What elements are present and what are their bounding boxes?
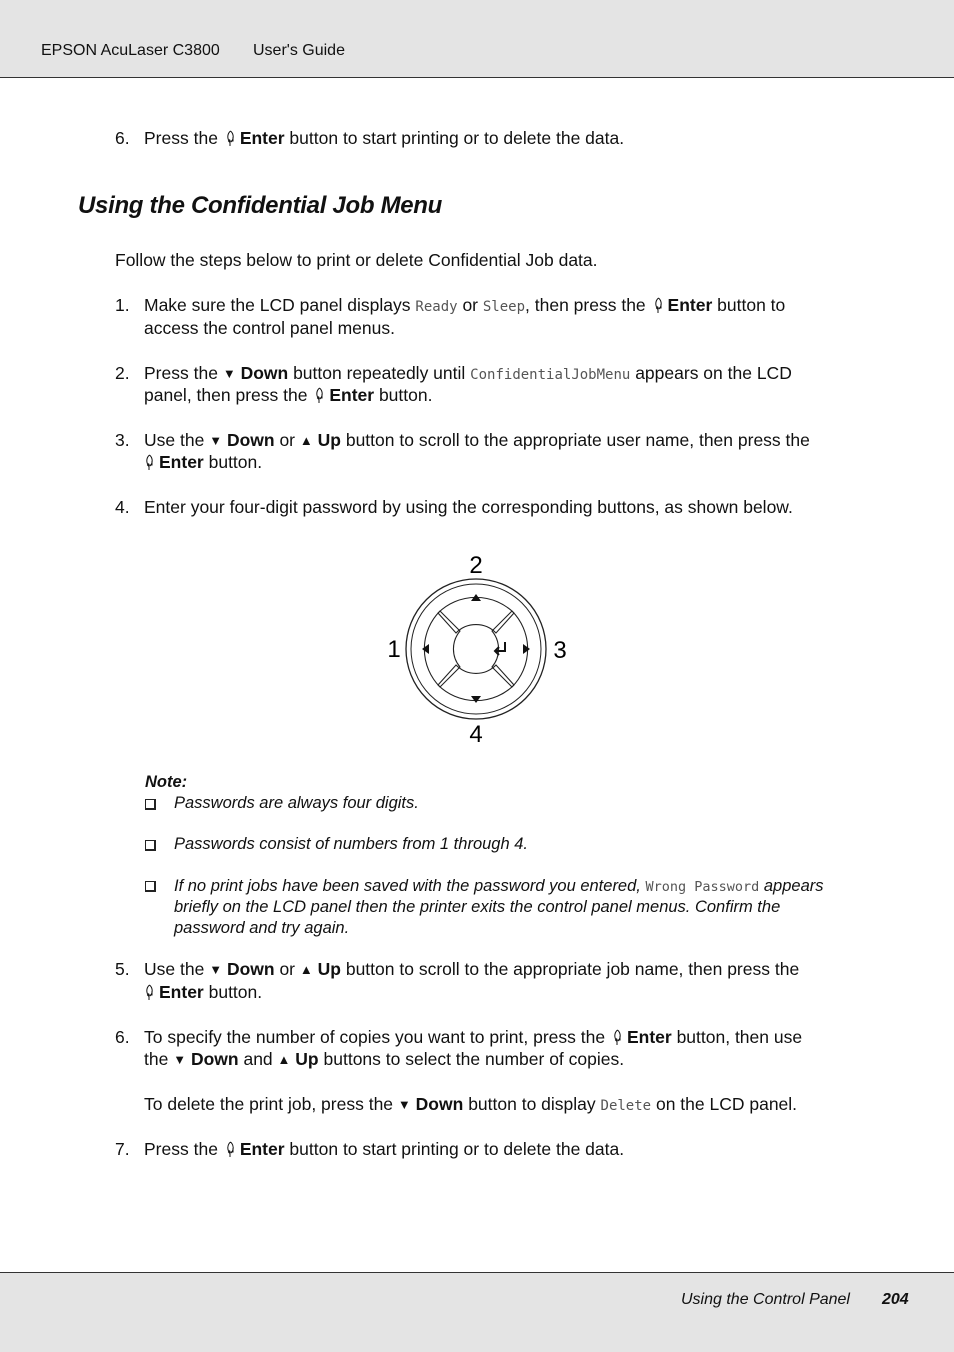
down-arrow-icon: ▼ — [209, 962, 223, 977]
enter-label: Enter — [159, 982, 204, 1002]
step-text: To specify the number of copies you want to print, press the — [144, 1027, 606, 1047]
lcd-text: Sleep — [482, 299, 526, 315]
note-title: Note: — [145, 773, 188, 791]
step-text: button to start printing or to delete the data. — [289, 128, 625, 148]
step-number: 4. — [115, 497, 130, 517]
step-text: button, then use — [676, 1027, 803, 1047]
step-text: buttons to select the number of copies. — [323, 1049, 625, 1069]
guide-title: User's Guide — [253, 42, 345, 59]
lcd-text: ConfidentialJobMenu — [470, 367, 631, 383]
enter-label: Enter — [239, 1139, 285, 1159]
enter-button-icon — [144, 454, 155, 472]
note-text: password and try again. — [174, 919, 350, 937]
step-number: 1. — [115, 295, 130, 315]
enter-button-icon — [225, 130, 236, 148]
step-text: button. — [208, 452, 263, 472]
inner-ring — [411, 584, 541, 714]
up-label: Up — [317, 959, 341, 979]
down-label: Down — [226, 959, 275, 979]
step-text: Make sure the LCD panel displays — [144, 295, 411, 315]
note-item: Passwords are always four digits. — [174, 794, 419, 812]
step-number: 7. — [115, 1139, 130, 1159]
step-text: button to scroll to the appropriate job name, then press the — [345, 959, 800, 979]
step-text: To delete the print job, press the — [144, 1094, 394, 1114]
digit-label: 4 — [469, 721, 483, 748]
step-text: Press the — [144, 128, 218, 148]
up-arrow-icon: ▲ — [299, 962, 313, 977]
enter-button-icon — [144, 984, 155, 1002]
checkbox-bullet-icon — [145, 799, 156, 810]
section-title: Using the Confidential Job Menu — [78, 192, 443, 219]
step-text: button. — [378, 385, 433, 405]
enter-label: Enter — [159, 452, 204, 472]
footer-section: Using the Control Panel — [681, 1291, 850, 1308]
up-arrow-icon: ▲ — [299, 433, 313, 448]
step-text: Press the — [144, 1139, 218, 1159]
down-arrow-icon — [471, 696, 481, 703]
enter-arrow-icon — [495, 642, 505, 655]
step-text: , then press the — [525, 295, 646, 315]
step-text: or — [462, 295, 478, 315]
up-button — [438, 597, 514, 633]
step-text: or — [279, 430, 296, 450]
enter-label: Enter — [667, 295, 713, 315]
enter-button-icon — [225, 1141, 236, 1159]
step-text: the — [144, 1049, 169, 1069]
step-number: 6. — [115, 1027, 130, 1047]
enter-label: Enter — [329, 385, 375, 405]
digit-label: 1 — [387, 636, 401, 663]
down-label: Down — [240, 363, 289, 383]
enter-label: Enter — [239, 128, 285, 148]
step-text: panel, then press the — [144, 385, 308, 405]
checkbox-bullet-icon — [145, 881, 156, 892]
enter-label: Enter — [626, 1027, 672, 1047]
note-text: briefly on the LCD panel then the printer exits the control panel menus. Confirm the — [174, 898, 781, 916]
down-arrow-icon: ▼ — [397, 1097, 411, 1112]
step-text: Use the — [144, 959, 205, 979]
note-item — [174, 876, 824, 898]
up-label: Up — [317, 430, 341, 450]
step-text: Enter your four-digit password by using the corresponding buttons, as shown below. — [144, 497, 793, 517]
step-text: button to scroll to the appropriate user name, then press the — [345, 430, 810, 450]
step-number: 6. — [115, 128, 130, 148]
checkbox-bullet-icon — [145, 840, 156, 851]
step-text: on the LCD panel. — [655, 1094, 798, 1114]
right-arrow-icon — [523, 644, 530, 654]
step-text: button repeatedly until — [293, 363, 466, 383]
step-text: appears on the LCD — [635, 363, 792, 383]
up-arrow-icon: ▲ — [277, 1052, 291, 1067]
enter-button-icon — [314, 387, 325, 405]
step-number: 2. — [115, 363, 130, 383]
up-label: Up — [295, 1049, 319, 1069]
digit-label: 3 — [553, 637, 567, 664]
down-arrow-icon: ▼ — [222, 366, 236, 381]
page-number: 204 — [882, 1291, 909, 1308]
page-footer — [0, 1272, 954, 1352]
step-text: button to start printing or to delete the data. — [289, 1139, 625, 1159]
step-text: Press the — [144, 363, 218, 383]
step-text: access the control panel menus. — [144, 318, 395, 338]
note-text: appears — [763, 877, 824, 895]
down-button — [438, 665, 514, 701]
down-label: Down — [415, 1094, 464, 1114]
step-text: and — [243, 1049, 273, 1069]
enter-button-icon — [653, 297, 664, 315]
intro-paragraph: Follow the steps below to print or delete Confidential Job data. — [115, 250, 598, 270]
note-item: Passwords consist of numbers from 1 through 4. — [174, 835, 528, 853]
page-header — [0, 0, 954, 78]
digit-label: 2 — [469, 552, 483, 579]
lcd-text: Delete — [600, 1098, 652, 1114]
down-arrow-icon: ▼ — [173, 1052, 187, 1067]
note-text: If no print jobs have been saved with the password you entered, — [174, 877, 641, 895]
step-number: 5. — [115, 959, 130, 979]
lcd-text: Ready — [415, 299, 458, 315]
product-name: EPSON AcuLaser C3800 — [41, 42, 220, 59]
step-number: 3. — [115, 430, 130, 450]
step-text: button. — [208, 982, 263, 1002]
enter-button-icon — [612, 1029, 623, 1047]
control-panel-diagram — [380, 548, 580, 748]
step-text: button to display — [468, 1094, 596, 1114]
step-text: or — [279, 959, 296, 979]
lcd-text: Wrong Password — [645, 879, 760, 895]
step-text: button to — [717, 295, 786, 315]
left-arrow-icon — [422, 644, 429, 654]
step-text: Use the — [144, 430, 205, 450]
down-label: Down — [226, 430, 275, 450]
left-button — [424, 611, 460, 687]
down-arrow-icon: ▼ — [209, 433, 223, 448]
down-label: Down — [190, 1049, 239, 1069]
